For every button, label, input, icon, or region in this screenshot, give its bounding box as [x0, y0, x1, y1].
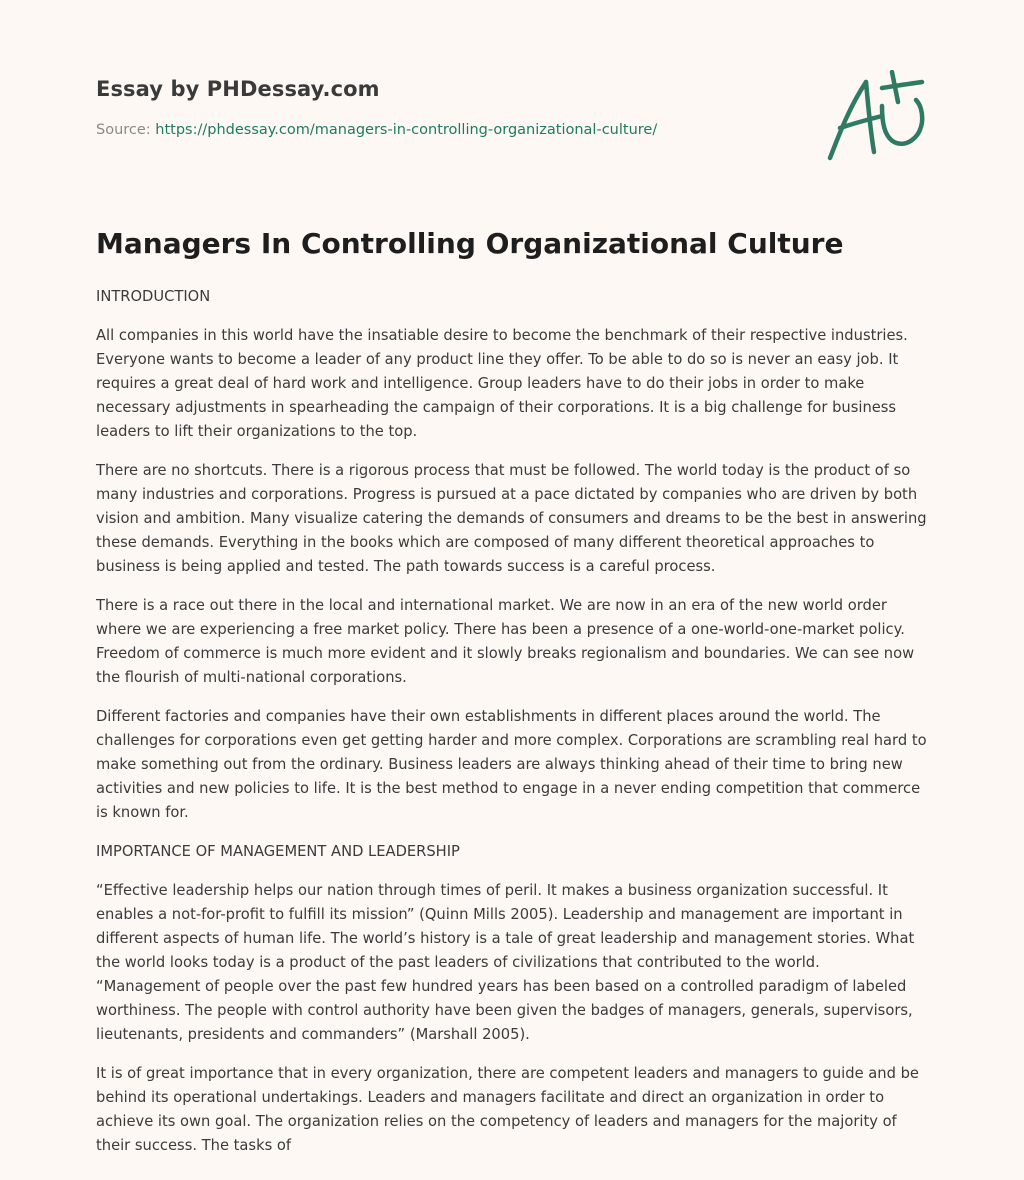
source-label: Source:	[96, 122, 156, 138]
body-paragraph: Different factories and companies have their own establishments in different places around the world. The challenges for corporations even get getting harder and more complex. Corporations are scrambling real hard to make something out from the ordinary. Business leaders are always thinking ahead of their time to bring new activities and new policies to life. It is the best method to engage in a never ending competition that commerce is known for.	[96, 708, 927, 821]
site-brand: Essay by PHDessay.com	[96, 77, 380, 101]
body-paragraph: All companies in this world have the insatiable desire to become the benchmark of their respective industries. Everyone wants to become a leader of any product line they offer. To be able to do so is never an easy job. It requires a great deal of hard work and intelligence. Group leaders have to do their jobs in order to make necessary adjustments in spearheading the campaign of their corporations. It is a big challenge for business leaders to lift their organizations to the top.	[96, 327, 908, 440]
section-heading: IMPORTANCE OF MANAGEMENT AND LEADERSHIP	[96, 843, 460, 860]
essay-title: Managers In Controlling Organizational Culture	[96, 227, 844, 260]
body-paragraph: It is of great importance that in every organization, there are competent leaders and managers to guide and be behind its operational undertakings. Leaders and managers facilitate and direct an organization in order to achieve its own goal. The organization relies on the competency of leaders and managers for the majority of their success. The tasks of	[96, 1065, 919, 1154]
essay-header	[96, 74, 926, 138]
section-heading: INTRODUCTION	[96, 288, 211, 305]
body-paragraph: “Effective leadership helps our nation through times of peril. It makes a business organization successful. It enables a not-for-profit to fulfill its mission” (Quinn Mills 2005). Leadership and management are important in different aspects of human life. The world’s history is a tale of great leadership and management stories. What the world looks today is a product of the past leaders of civilizations that contributed to the world. “Management of people over the past few hundred years has been based on a controlled paradigm of labeled worthiness. The people with control authority have been given the badges of managers, generals, supervisors, lieutenants, presidents and commanders” (Marshall 2005).	[96, 882, 915, 1043]
body-paragraph: There is a race out there in the local and international market. We are now in an era of the new world order where we are experiencing a free market policy. There has been a presence of a one-world-one-market policy. Freedom of commerce is much more evident and it slowly breaks regionalism and boundaries. We can see now the flourish of multi-national corporations.	[96, 597, 915, 686]
source-line	[96, 122, 657, 138]
body-paragraph: There are no shortcuts. There is a rigorous process that must be followed. The world today is the product of so many industries and corporations. Progress is pursued at a pace dictated by companies who are driven by both vision and ambition. Many visualize catering the demands of consumers and dreams to be the best in answering these demands. Everything in the books which are composed of many different theoretical approaches to business is being applied and tested. The path towards success is a careful process.	[96, 462, 927, 575]
source-link[interactable]: https://phdessay.com/managers-in-controlling-organizational-culture/	[155, 122, 658, 138]
a-plus-logo-icon	[822, 70, 926, 162]
essay-body	[96, 285, 928, 1173]
